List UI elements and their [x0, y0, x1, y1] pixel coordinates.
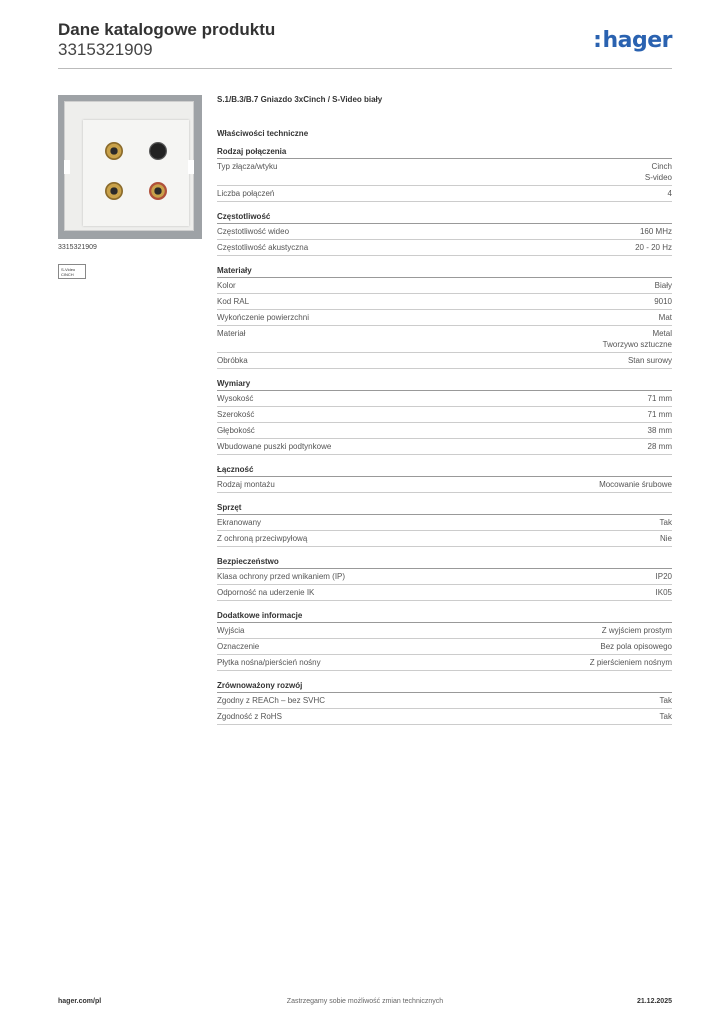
section-heading: Bezpieczeństwo — [217, 557, 672, 569]
spec-label: Wykończenie powierzchni — [217, 313, 309, 322]
spec-label: Kod RAL — [217, 297, 250, 306]
product-details — [217, 95, 672, 735]
hager-logo[interactable] — [593, 28, 672, 53]
spec-section — [217, 611, 672, 671]
spec-label: Rodzaj montażu — [217, 480, 275, 489]
spec-value: Metal Tworzywo sztuczne — [602, 329, 672, 349]
product-name: S.1/B.3/B.7 Gniazdo 3xCinch / S-Video biały — [217, 95, 383, 104]
socket-plate — [83, 120, 189, 226]
spec-value: 71 mm — [647, 394, 672, 403]
spec-label: Częstotliwość wideo — [217, 227, 290, 236]
spec-label: Ekranowany — [217, 518, 262, 527]
spec-section — [217, 147, 672, 202]
spec-label: Oznaczenie — [217, 642, 260, 651]
product-image — [58, 95, 202, 239]
spec-label: Obróbka — [217, 356, 248, 365]
page-footer — [58, 998, 672, 1010]
spec-section — [217, 465, 672, 493]
cinch-jack-white — [105, 182, 123, 200]
spec-row — [217, 693, 672, 709]
spec-value: Mocowanie śrubowe — [599, 480, 672, 489]
spec-value: 28 mm — [647, 442, 672, 451]
cinch-jack-red — [149, 182, 167, 200]
spec-value: Tak — [659, 712, 672, 721]
tech-properties-title: Właściwości techniczne — [217, 129, 309, 138]
spec-label: Płytka nośna/pierścień nośny — [217, 658, 321, 667]
section-heading: Zrównoważony rozwój — [217, 681, 672, 693]
spec-label: Zgodność z RoHS — [217, 712, 282, 721]
spec-value: Cinch S-video — [644, 162, 672, 182]
spec-label: Wbudowane puszki podtynkowe — [217, 442, 332, 451]
spec-label: Odporność na uderzenie IK — [217, 588, 315, 597]
spec-section — [217, 212, 672, 256]
spec-label: Głębokość — [217, 426, 255, 435]
spec-value: 71 mm — [647, 410, 672, 419]
spec-value: Nie — [659, 534, 672, 543]
spec-label: Zgodny z REACh – bez SVHC — [217, 696, 326, 705]
spec-label: Klasa ochrony przed wnikaniem (IP) — [217, 572, 346, 581]
section-heading: Dodatkowe informacje — [217, 611, 672, 623]
spec-row — [217, 655, 672, 671]
spec-row — [217, 439, 672, 455]
spec-section — [217, 681, 672, 725]
spec-row — [217, 310, 672, 326]
spec-label: Wyjścia — [217, 626, 245, 635]
spec-section — [217, 266, 672, 369]
spec-row — [217, 477, 672, 493]
logo-text: hager — [602, 28, 672, 53]
header-divider — [58, 68, 672, 69]
spec-section — [217, 379, 672, 455]
logo-mark: : — [593, 28, 602, 53]
spec-section — [217, 557, 672, 601]
spec-value: 20 - 20 Hz — [635, 243, 672, 252]
spec-row — [217, 326, 672, 353]
spec-row — [217, 224, 672, 240]
spec-row — [217, 240, 672, 256]
spec-value: Z wyjściem prostym — [601, 626, 672, 635]
spec-label: Materiał — [217, 329, 246, 338]
spec-label: Liczba połączeń — [217, 189, 275, 198]
socket-frame — [64, 101, 194, 231]
spec-row — [217, 391, 672, 407]
spec-row — [217, 515, 672, 531]
spec-row — [217, 639, 672, 655]
svideo-cinch-icon: S-Video CINCH — [58, 264, 86, 279]
footer-disclaimer: Zastrzegamy sobie możliwość zmian technicznych — [286, 998, 444, 1005]
page-header — [58, 20, 672, 70]
spec-value: Tak — [659, 518, 672, 527]
footer-date: 21.12.2025 — [636, 998, 672, 1005]
spec-value: Z pierścieniem nośnym — [589, 658, 672, 667]
spec-value: IP20 — [655, 572, 672, 581]
spec-row — [217, 186, 672, 202]
cinch-jack-yellow — [105, 142, 123, 160]
image-caption: 3315321909 — [58, 244, 97, 251]
frame-tab-left — [64, 160, 70, 174]
spec-label: Częstotliwość akustyczna — [217, 243, 309, 252]
spec-value: Tak — [659, 696, 672, 705]
spec-value: 9010 — [654, 297, 672, 306]
spec-label: Kolor — [217, 281, 236, 290]
spec-row — [217, 353, 672, 369]
section-heading: Rodzaj połączenia — [217, 147, 672, 159]
section-heading: Materiały — [217, 266, 672, 278]
spec-label: Z ochroną przeciwpyłową — [217, 534, 308, 543]
spec-row — [217, 159, 672, 186]
spec-row — [217, 423, 672, 439]
spec-label: Typ złącza/wtyku — [217, 162, 278, 171]
spec-value: Mat — [658, 313, 672, 322]
spec-row — [217, 585, 672, 601]
spec-value: 160 MHz — [639, 227, 672, 236]
spec-value: Stan surowy — [627, 356, 672, 365]
spec-sections — [217, 147, 672, 725]
section-heading: Częstotliwość — [217, 212, 672, 224]
spec-label: Szerokość — [217, 410, 255, 419]
section-heading: Sprzęt — [217, 503, 672, 515]
frame-tab-right — [188, 160, 194, 174]
footer-website-link[interactable]: hager.com/pl — [58, 998, 102, 1005]
spec-value: 38 mm — [647, 426, 672, 435]
spec-row — [217, 569, 672, 585]
spec-row — [217, 709, 672, 725]
product-code: 3315321909 — [58, 40, 153, 59]
spec-value: IK05 — [655, 588, 672, 597]
spec-row — [217, 294, 672, 310]
spec-row — [217, 531, 672, 547]
page-title: Dane katalogowe produktu — [58, 20, 276, 39]
spec-value: Biały — [654, 281, 672, 290]
svideo-jack — [149, 142, 167, 160]
spec-row — [217, 278, 672, 294]
section-heading: Wymiary — [217, 379, 672, 391]
spec-value: Bez pola opisowego — [600, 642, 672, 651]
spec-row — [217, 407, 672, 423]
spec-row — [217, 623, 672, 639]
spec-label: Wysokość — [217, 394, 254, 403]
spec-section — [217, 503, 672, 547]
spec-value: 4 — [667, 189, 672, 198]
section-heading: Łączność — [217, 465, 672, 477]
